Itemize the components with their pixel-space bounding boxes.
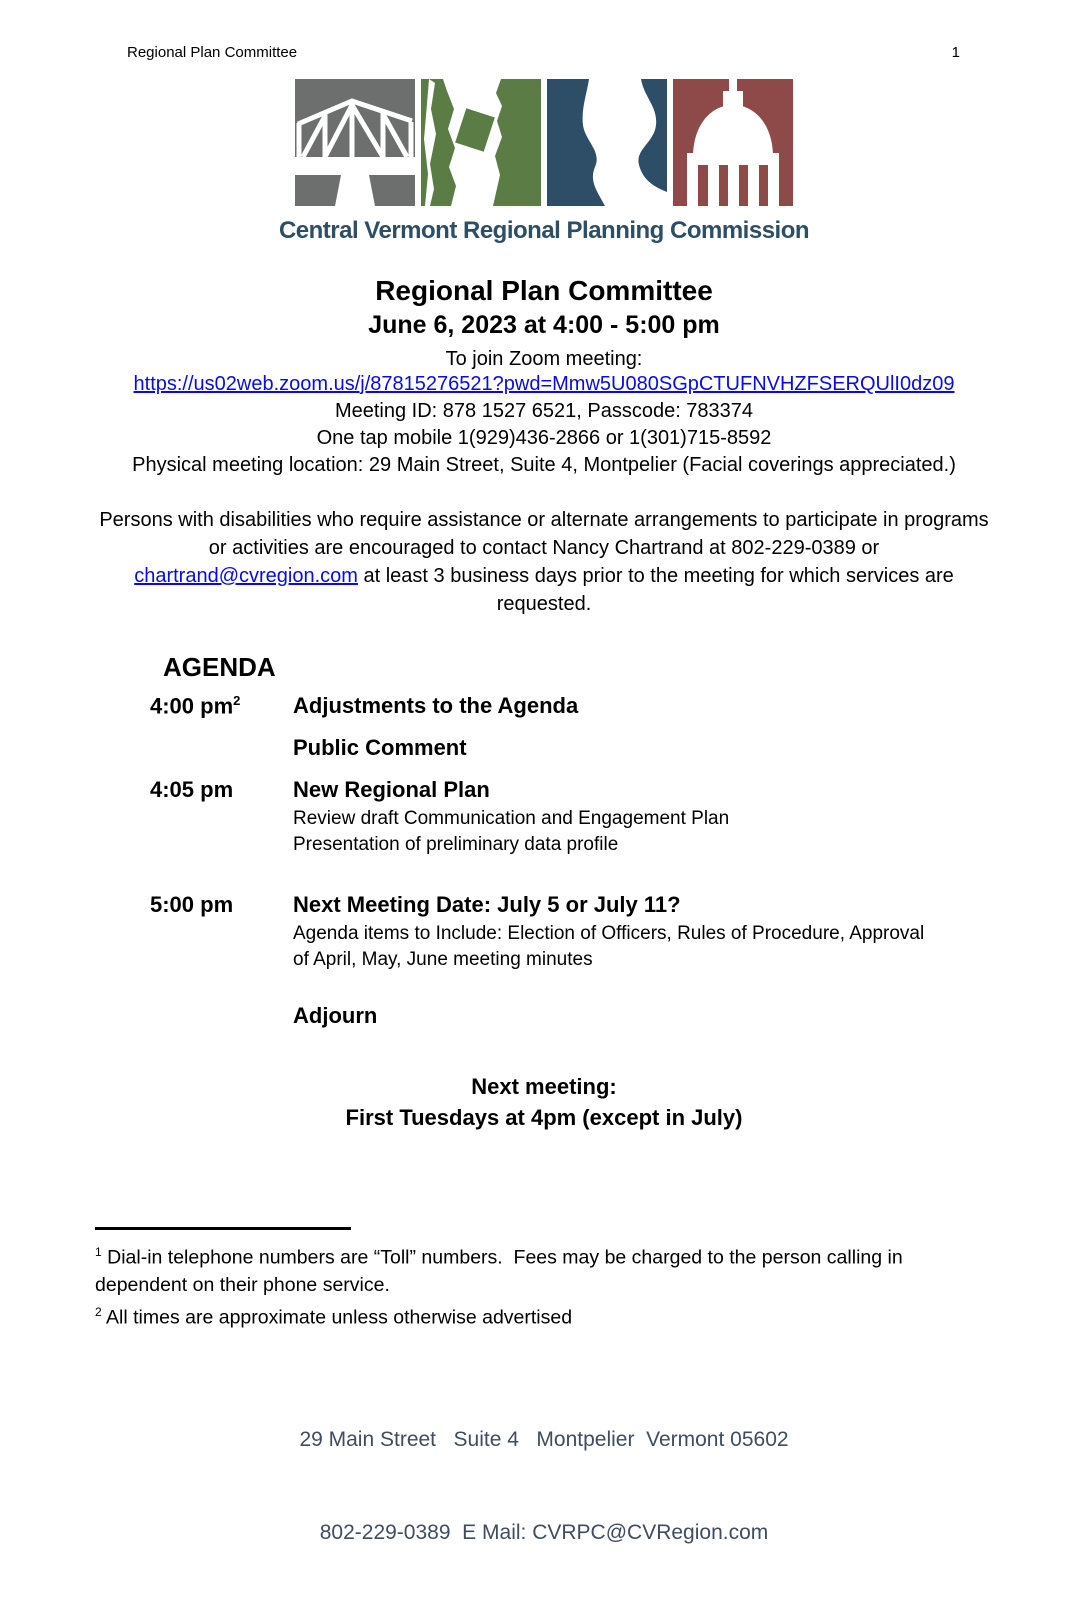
- cvrpc-logo: [0, 79, 1088, 245]
- footnote-marker: 2: [95, 1304, 102, 1319]
- bridge-icon: [295, 79, 415, 206]
- footnote-separator: [95, 1227, 351, 1230]
- agenda-item-body: [293, 892, 998, 973]
- zoom-join-label: To join Zoom meeting:: [445, 348, 643, 370]
- agenda-item-detail: Presentation of preliminary data profile: [293, 834, 619, 856]
- one-tap-line: One tap mobile 1(929)436-2866 or 1(301)715-8592: [316, 427, 772, 449]
- footer-contact: 802-229-0389 E Mail: CVRPC@CVRegion.com: [319, 1521, 769, 1544]
- footnotes: [95, 1227, 993, 1331]
- header-title: Regional Plan Committee: [127, 44, 298, 61]
- agenda-item: [150, 1003, 998, 1029]
- notice-text-after: at least 3 business days prior to the meeting for which services are requested.: [357, 565, 954, 615]
- agenda-item-title: New Regional Plan: [293, 777, 490, 803]
- logo-tiles: [295, 79, 793, 206]
- agenda-item-body: [293, 777, 998, 858]
- agenda-item: [150, 693, 998, 719]
- footnote-2: $^2$ All times are approximate unless otherwise advertised: [95, 1304, 573, 1328]
- notice-text-before: Persons with disabilities who require assistance or alternate arrangements to participate in programs or activities are encouraged to contact Nancy Chartrand at 802-229-0389 or: [99, 509, 989, 559]
- meeting-id-line: Meeting ID: 878 1527 6521, Passcode: 783374: [334, 400, 754, 422]
- agenda-item: [150, 735, 998, 761]
- location-line: Physical meeting location: 29 Main Street, Suite 4, Montpelier (Facial coverings appreciated.): [132, 454, 956, 476]
- page-number: 1: [951, 44, 960, 61]
- agenda-item-title: Public Comment: [293, 735, 467, 761]
- footnote-marker: 1: [95, 1245, 102, 1259]
- agenda-item-time: 5:00 pm: [150, 892, 234, 918]
- agenda-item-time: 4:05 pm: [150, 777, 234, 803]
- page-footer: [0, 1362, 1088, 1610]
- meeting-datetime: June 6, 2023 at 4:00 - 5:00 pm: [368, 311, 720, 339]
- vermont-map-icon: [421, 79, 541, 206]
- footer-address: 29 Main Street Suite 4 Montpelier Vermont 05602: [299, 1428, 789, 1451]
- agenda-item: [150, 777, 998, 858]
- capitol-dome-icon: [673, 79, 793, 206]
- agenda-item-title: Adjourn: [293, 1003, 378, 1029]
- page-header: [127, 44, 960, 61]
- agenda-item-title: Next Meeting Date: July 5 or July 11?: [293, 892, 681, 918]
- agenda-item: [150, 892, 998, 973]
- time-footnote-marker: 2: [233, 693, 241, 708]
- accessibility-notice: [95, 506, 993, 618]
- agenda-item-title: Adjustments to the Agenda: [293, 693, 579, 718]
- river-icon: [547, 79, 667, 206]
- org-name: Central Vermont Regional Planning Commission: [278, 217, 810, 244]
- agenda-heading: AGENDA: [163, 652, 276, 682]
- next-meeting-label: Next meeting:: [471, 1074, 617, 1100]
- email-link[interactable]: chartrand@cvregion.com: [134, 565, 358, 587]
- meeting-title: Regional Plan Committee: [375, 275, 713, 306]
- next-meeting-schedule: First Tuesdays at 4pm (except in July): [345, 1105, 743, 1131]
- document-page: [0, 44, 1088, 1544]
- footnote-1: $^1$ Dial-in telephone numbers are “Toll” numbers. Fees may be charged to the person calling in dependent on their phone service.: [95, 1245, 909, 1296]
- agenda-item-detail: Review draft Communication and Engagement Plan: [293, 808, 730, 830]
- agenda-item-time: 4:00 $pm^2$: [150, 693, 241, 719]
- agenda-list: [150, 693, 998, 1029]
- agenda-item-time: [150, 735, 293, 761]
- next-meeting-block: [0, 1071, 1088, 1133]
- agenda-item-time: [150, 1003, 293, 1029]
- zoom-meeting-link[interactable]: https://us02web.zoom.us/j/87815276521?pwd=Mmw5U080SGpCTUFNVHZFSERQUlI0dz09: [133, 373, 955, 395]
- agenda-item-detail: Agenda items to Include: Election of Officers, Rules of Procedure, Approval of April, May, June meeting minutes: [293, 923, 925, 971]
